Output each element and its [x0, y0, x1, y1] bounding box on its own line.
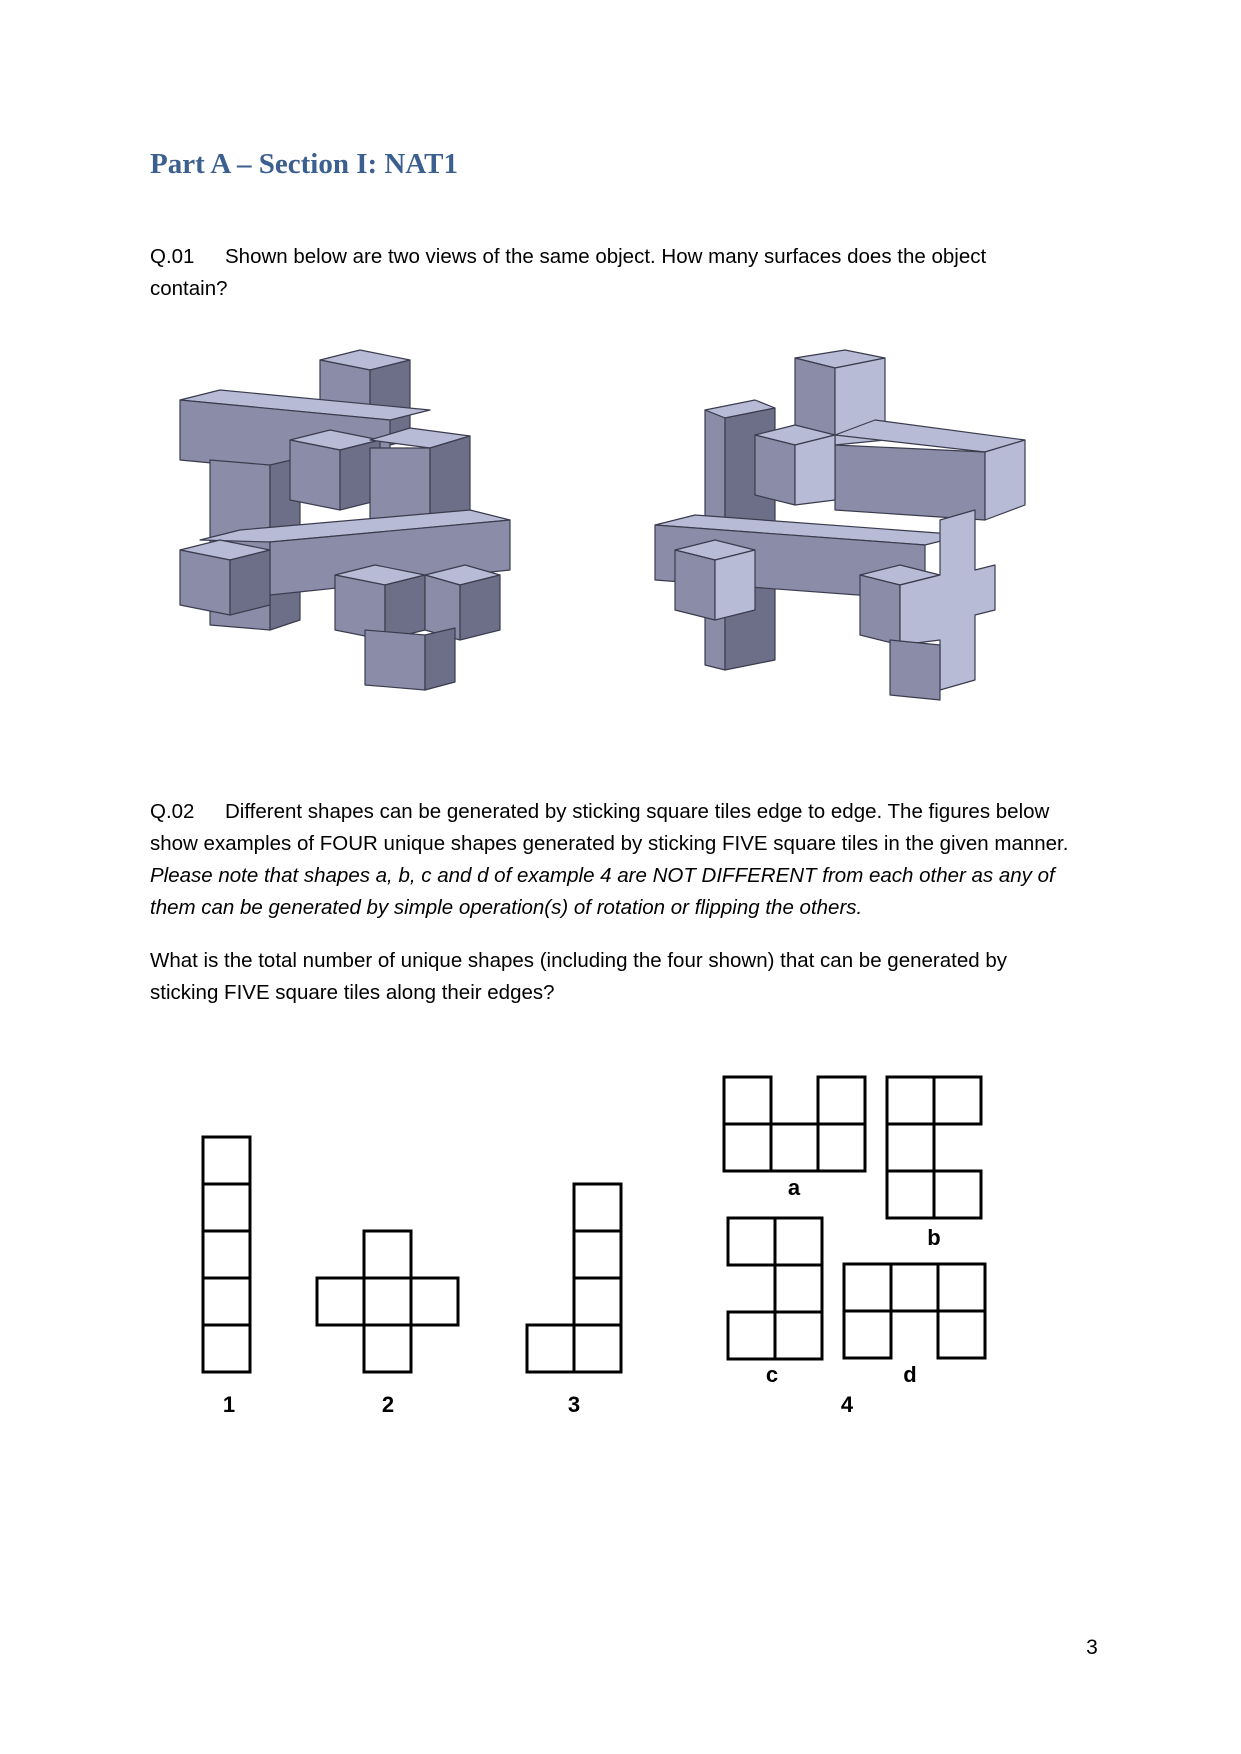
shape-4a: [724, 1077, 865, 1171]
label-1: 1: [222, 1392, 236, 1417]
q2-question-line1: What is the total number of unique shapes (including the four shown) that can be generated by: [150, 949, 1007, 972]
pentomino-figure: [0, 1050, 1241, 1430]
object-view-left: [170, 340, 570, 700]
shape-2: [317, 1231, 458, 1372]
page-number: 3: [1086, 1636, 1098, 1659]
label-3: 3: [567, 1392, 581, 1417]
q2-note-line2: them can be generated by simple operation(s) of rotation or flipping the others.: [150, 896, 863, 919]
object-view-right: [645, 340, 1045, 710]
q2-line1: Different shapes can be generated by sticking square tiles edge to edge. The figures below: [225, 800, 1050, 823]
label-d: d: [903, 1362, 917, 1387]
shape-4c: [728, 1218, 822, 1359]
q2-line2: show examples of FOUR unique shapes generated by sticking FIVE square tiles in the given manner.: [150, 832, 1069, 855]
label-b: b: [927, 1225, 941, 1250]
q2-number: Q.02: [150, 800, 195, 823]
q1-line2: contain?: [150, 277, 228, 300]
q1-number: Q.01: [150, 245, 195, 268]
label-4: 4: [840, 1392, 854, 1417]
shape-4b: [887, 1077, 981, 1218]
q2-note-line1: Please note that shapes a, b, c and d of example 4 are NOT DIFFERENT from each other as any of: [150, 864, 1055, 887]
q2-text: [150, 796, 1090, 924]
q1-text: [150, 241, 1090, 305]
shape-3: [527, 1184, 621, 1372]
label-2: 2: [381, 1392, 395, 1417]
shape-1: [203, 1137, 250, 1372]
label-c: c: [765, 1362, 779, 1387]
q1-line1: Shown below are two views of the same object. How many surfaces does the object: [225, 245, 987, 268]
section-title: Part A – Section I: NAT1: [150, 148, 458, 180]
shape-4d: [844, 1264, 985, 1358]
q2-question-line2: sticking FIVE square tiles along their edges?: [150, 981, 555, 1004]
q2-question: [150, 945, 1090, 1009]
label-a: a: [787, 1175, 801, 1200]
